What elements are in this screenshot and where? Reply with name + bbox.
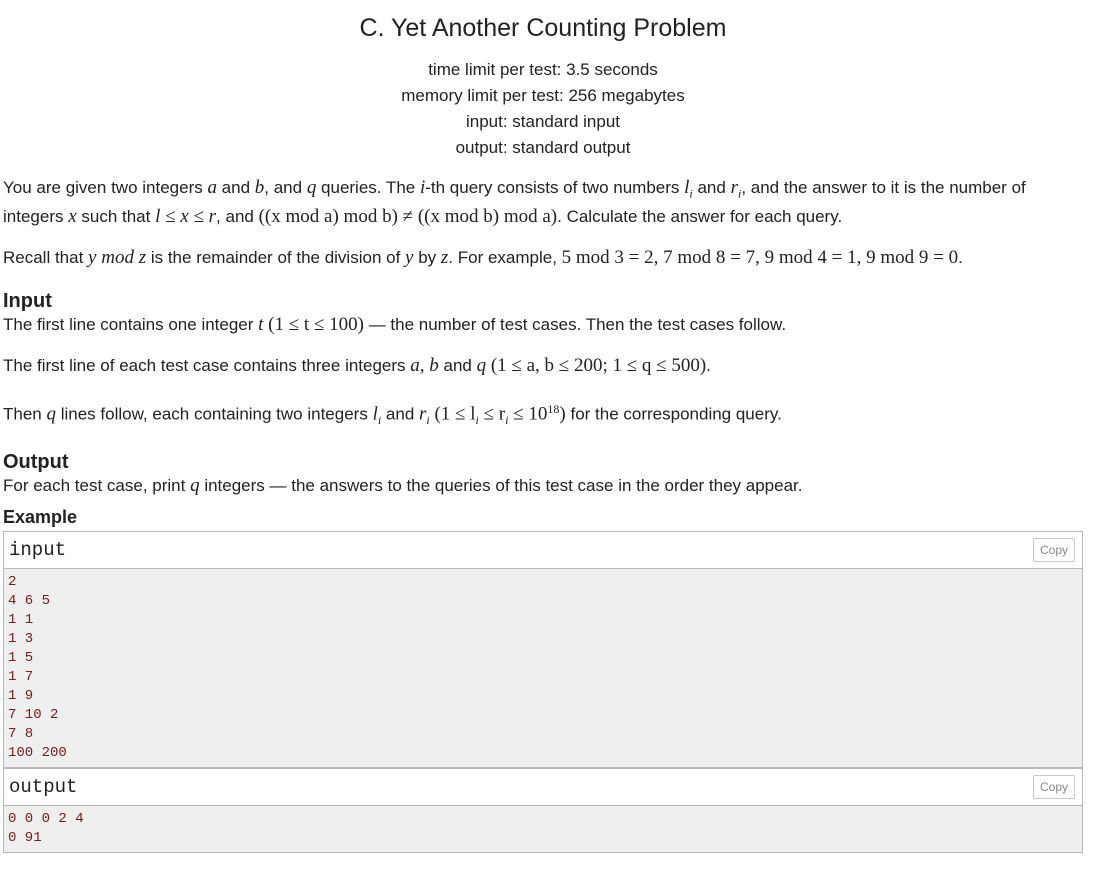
time-limit: time limit per test: 3.5 seconds [428, 60, 658, 79]
input-spec: input: standard input [465, 112, 621, 131]
sample-line: 0 0 0 2 4 [8, 811, 84, 827]
input-paragraph-1: The first line contains one integer t (1 ≤ t ≤ 100) — the number of test cases. Then the test cases follow. [3, 314, 787, 336]
sample-line: 1 1 [8, 612, 34, 628]
problem-header [0, 14, 1086, 161]
output-paragraph: For each test case, print q integers — the answers to the queries of this test case in the order they appear. [3, 475, 803, 497]
sample-line: 100 200 [8, 745, 67, 761]
sample-line: 1 9 [8, 688, 34, 704]
output-spec: output: standard output [455, 138, 631, 157]
input-section-title: Input [3, 290, 52, 313]
sample-output-label: output [9, 776, 78, 798]
sample-line: 2 [8, 574, 17, 590]
example-title: Example [3, 507, 78, 527]
copy-output-button[interactable]: Copy [1033, 775, 1075, 799]
sample-line: 7 8 [8, 726, 34, 742]
sample-input-box [3, 531, 1083, 768]
input-paragraph-2: The first line of each test case contains three integers a, b and q (1 ≤ a, b ≤ 200; 1 ≤ q ≤ 500). [3, 355, 711, 377]
problem-title: C. Yet Another Counting Problem [359, 14, 727, 42]
sample-input-header [4, 532, 1082, 569]
memory-limit: memory limit per test: 256 megabytes [401, 86, 685, 105]
sample-input-label: input [9, 539, 67, 561]
sample-line: 1 3 [8, 631, 34, 647]
problem-statement [3, 176, 1093, 498]
sample-line: 4 6 5 [8, 593, 51, 609]
sample-line: 0 91 [8, 830, 42, 846]
output-section-title: Output [3, 451, 69, 474]
copy-input-button[interactable]: Copy [1033, 538, 1075, 562]
input-paragraph-3: Then q lines follow, each containing two integers $l_i$ and $r_i$ $(1 \le l_i \le r_i \le 10^{18})$ for the corresponding query. [3, 402, 782, 428]
sample-line: 1 7 [8, 669, 34, 685]
sample-line: 1 5 [8, 650, 34, 666]
legend-paragraph-mod: Recall that y mod z is the remainder of the division of y by z. For example, 5 mod 3 = 2, 7 mod 8 = 7, 9 mod 4 = 1, 9 mod 9 = 0. [3, 247, 963, 269]
sample-output-content [4, 806, 1082, 852]
legend-paragraph: You are given two integers a and b, and q queries. The i-th query consists of two numbers $l_i$ and $r_i$, and the answer to it is the number of integers x such that l ≤ x ≤ r, and ((x mod a) mod b) ≠ ((x mod b) mod a). Calculate the answer for each query. [3, 177, 1026, 228]
sample-line: 7 10 2 [8, 707, 59, 723]
sample-input-content [4, 569, 1082, 767]
sample-output-box [3, 768, 1083, 853]
sample-output-header [4, 769, 1082, 806]
